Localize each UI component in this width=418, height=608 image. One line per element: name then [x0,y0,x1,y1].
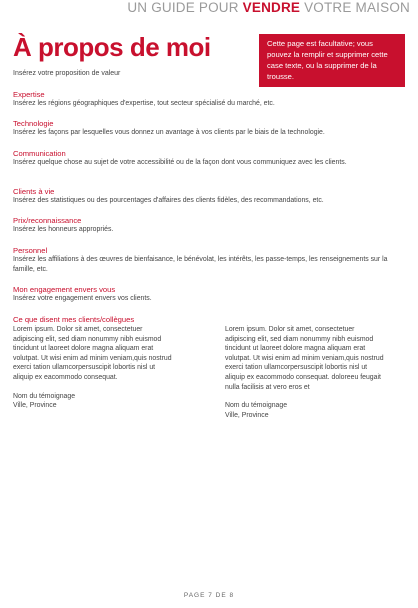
section-engagement [13,285,403,304]
section-expertise [13,90,403,109]
section-body: Insérez quelque chose au sujet de votre accessibilité ou de la façon dont vous communiquez avec les clients. [13,159,347,166]
value-proposition: Insérez votre proposition de valeur [13,70,121,77]
section-title: Expertise [13,90,45,99]
guide-header-part3: VOTRE MAISON [300,0,410,15]
section-title: Communication [13,149,66,158]
section-technologie [13,119,403,138]
section-body: Insérez les façons par lesquelles vous donnez un avantage à vos clients par le biais de la technologie. [13,129,325,136]
section-title: Mon engagement envers vous [13,285,116,294]
section-title: Prix/reconnaissance [13,216,82,225]
section-body: Insérez les affiliations à des œuvres de bienfaisance, le bénévolat, les intérêts, les passe-temps, les renseignements sur la famille, etc. [13,256,388,273]
page-title: À propos de moi [13,32,211,62]
section-body: Insérez les régions géographiques d'expertise, tout secteur spécialisé du marché, etc. [13,100,275,107]
section-body: Insérez votre engagement envers vos clients. [13,295,152,302]
section-body: Insérez des statistiques ou des pourcentages d'affaires des clients fidèles, des recommandations, etc. [13,197,324,204]
testimonial-location: Ville, Province [225,411,269,419]
section-title: Clients à vie [13,187,55,196]
section-clients-a-vie [13,187,403,206]
section-title: Personnel [13,246,48,255]
guide-header-emphasis: VENDRE [242,0,301,15]
testimonial-location: Ville, Province [13,402,57,410]
testimonials-heading-block [13,315,403,324]
section-personnel [13,246,403,274]
testimonial-name: Nom du témoignage [225,402,288,410]
guide-header-part1: UN GUIDE POUR [127,0,243,15]
section-title: Technologie [13,119,54,128]
section-body: Insérez les honneurs appropriés. [13,226,114,233]
page-number: PAGE 7 DE 8 [183,592,235,599]
testimonial-text: Lorem ipsum. Dolor sit amet, consectetuer adipiscing elit, sed diam nonummy nibh euismod tincidunt ut laoreet dolore magna aliquam erat volutpat. Ut wisi enim ad minim veniam,quis nostrud exerci tation ullamcorpersuscipit lobortis nisl ut aliquip ex eacommodo consequat. [13,326,172,381]
testimonial-text: Lorem ipsum. Dolor sit amet, consectetuer adipiscing elit, sed diam nonummy nibh euismod tincidunt ut laoreet dolore magna aliquam erat volutpat. Ut wisi enim ad minim veniam,quis nostrud exerci tation ullamcorpersuscipit lobortis nisl ut aliquip ex eacommodo consequat. doloreeu feugait nulla facilisis at vero eros et [225,326,384,391]
optional-page-callout: Cette page est facultative; vous pouvez la remplir et supprimer cette case texte, ou la supprimer de la trousse. [259,34,405,87]
guide-header [127,0,410,20]
testimonial-name: Nom du témoignage [13,392,76,400]
testimonial-1 [13,325,173,411]
section-communication [13,149,403,168]
testimonial-2 [225,325,385,420]
section-prix-reconnaissance [13,216,403,235]
testimonials-title: Ce que disent mes clients/collègues [13,315,135,324]
